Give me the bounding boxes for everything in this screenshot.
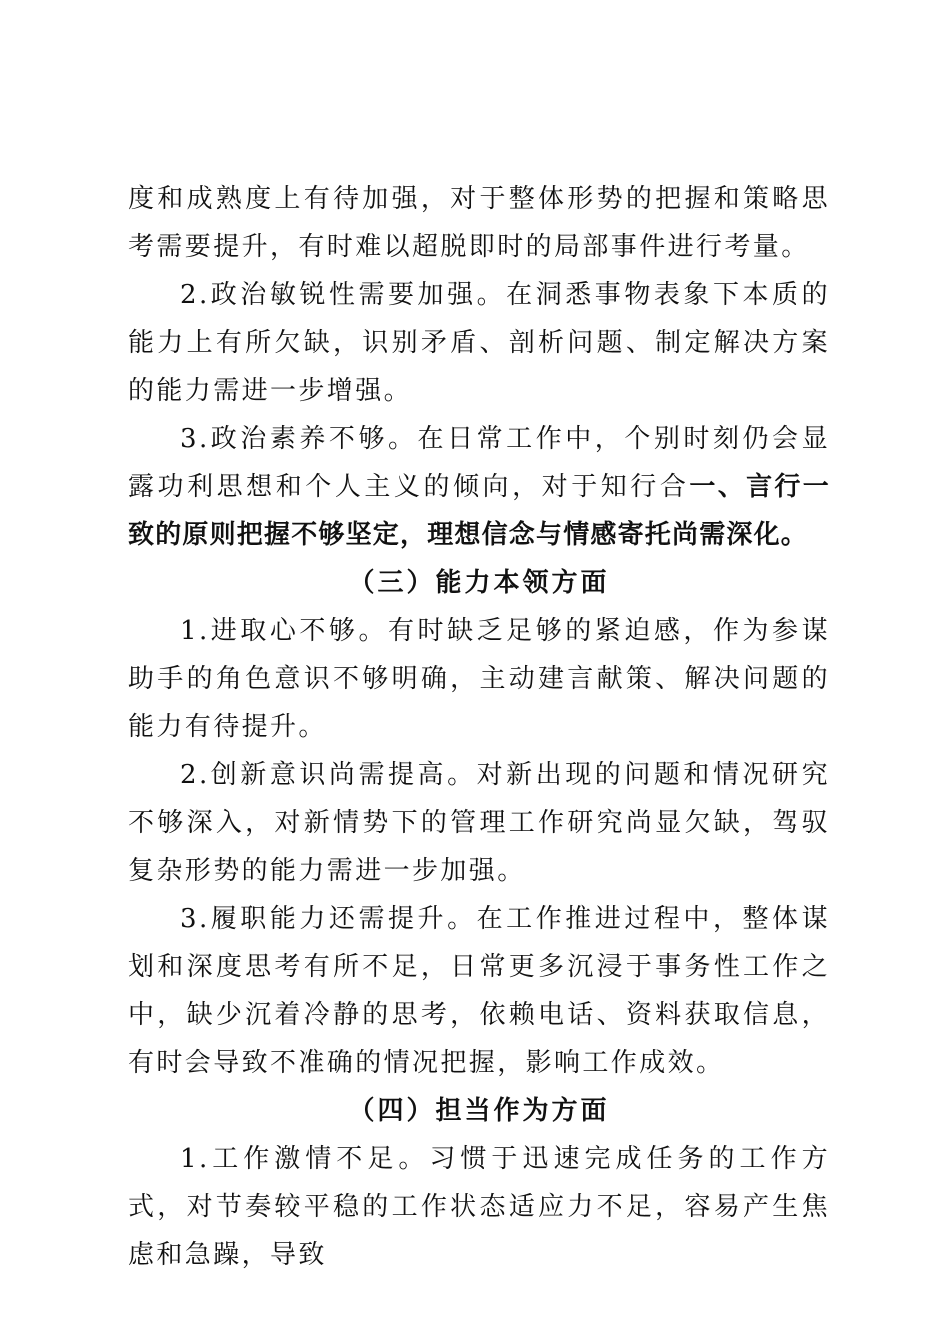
document-body — [128, 175, 830, 1279]
paragraph-political-quality-text: 3.政治素养不够。在日常工作中，个别时刻仍会显露功利思想和个人主义的倾向，对于知行合 — [128, 424, 830, 502]
paragraph-innovation-awareness: 2.创新意识尚需提高。对新出现的问题和情况研究不够深入，对新情势下的管理工作研究尚显欠缺，驾驭复杂形势的能力需进一步加强。 — [128, 760, 830, 886]
paragraph-performance-ability: 3.履职能力还需提升。在工作推进过程中，整体谋划和深度思考有所不足，日常更多沉浸于事务性工作之中，缺少沉着冷静的思考，依赖电话、资料获取信息，有时会导致不准确的情况把握，影响工作成效。 — [128, 904, 830, 1078]
paragraph-political-quality-bold-text: 一、言行一致的原则把握不够坚定，理想信念与情感寄托尚需深化。 — [128, 472, 830, 550]
paragraph-continuation: 度和成熟度上有待加强，对于整体形势的把握和策略思考需要提升，有时难以超脱即时的局部事件进行考量。 — [128, 184, 830, 262]
paragraph-political-quality — [128, 415, 830, 559]
section-heading-responsibility: （四）担当作为方面 — [348, 1096, 610, 1126]
section-heading-ability: （三）能力本领方面 — [348, 568, 610, 598]
paragraph-enterprising-spirit: 1.进取心不够。有时缺乏足够的紧迫感，作为参谋助手的角色意识不够明确，主动建言献策、解决问题的能力有待提升。 — [128, 616, 830, 742]
paragraph-political-sensitivity: 2.政治敏锐性需要加强。在洞悉事物表象下本质的能力上有所欠缺，识别矛盾、剖析问题、制定解决方案的能力需进一步增强。 — [128, 280, 830, 406]
paragraph-work-passion: 1.工作激情不足。习惯于迅速完成任务的工作方式，对节奏较平稳的工作状态适应力不足，容易产生焦虑和急躁，导致 — [128, 1144, 830, 1270]
